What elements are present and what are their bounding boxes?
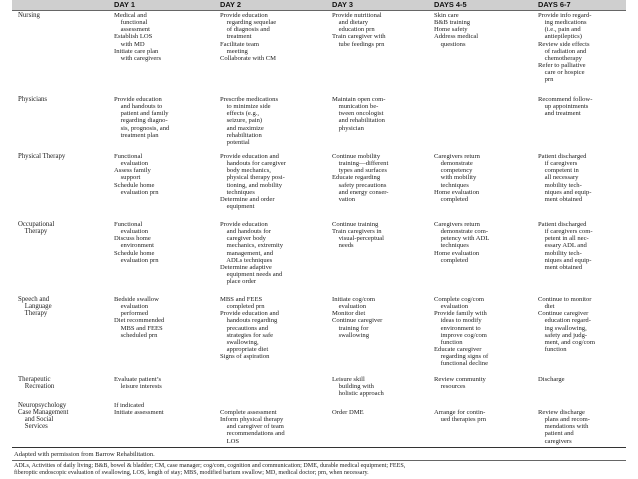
footnote-rule bbox=[12, 460, 626, 461]
cell-physicians-day-1: Provide education and handouts to patient and family regarding diagno- sis, prognosis, and treatment plan bbox=[114, 96, 170, 139]
cell-physicians-day-2: Prescribe medications to minimize side effects (e.g., seizure, pain) and maximize rehabilitation potential bbox=[220, 96, 279, 146]
cell-tr-day-3: Leisure skill building with holistic approach bbox=[332, 376, 384, 398]
cell-ot-day-2: Provide education and handouts for caregiver body mechanics, extremity management, and ADLs techniques Determine adaptive equipment needs and place order bbox=[220, 221, 283, 286]
cell-tr-days-6-7: Discharge bbox=[538, 376, 565, 383]
header-day-3: DAY 3 bbox=[332, 0, 353, 9]
cell-nursing-days-4-5: Skin care B&B training Home safety Address medical questions bbox=[434, 12, 479, 48]
cell-slt-day-1: Bedside swallow evaluation performed Diet recommended MBS and FEES scheduled prn bbox=[114, 296, 165, 339]
cell-cm-days-6-7: Review discharge plans and recom- mendations with patient and caregivers bbox=[538, 409, 590, 445]
cell-slt-days-6-7: Continue to monitor diet Continue caregiver education regard- ing swallowing, safety and judg- ment, and cog/com function bbox=[538, 296, 595, 354]
header-day-1: DAY 1 bbox=[114, 0, 135, 9]
cell-ot-days-4-5: Caregivers return demonstrate com- petency with ADL techniques Home evaluation completed bbox=[434, 221, 490, 264]
row-label-physical-therapy: Physical Therapy bbox=[18, 153, 66, 160]
cell-pt-day-1: Functional evaluation Assess family support Schedule home evaluation prn bbox=[114, 153, 159, 196]
cell-cm-day-2: Complete assessment Inform physical therapy and caregiver of team recommendations and LOS bbox=[220, 409, 285, 445]
row-label-neuropsych-case-management: Neuropsychology Case Management and Social Services bbox=[18, 402, 69, 431]
row-label-physicians: Physicians bbox=[18, 96, 48, 103]
cell-tr-day-1: Evaluate patient’s leisure interests bbox=[114, 376, 162, 391]
cell-pt-days-4-5: Caregivers return demonstrate competency with mobility techniques Home evaluation completed bbox=[434, 153, 480, 203]
cell-cm-day-3: Order DME bbox=[332, 409, 364, 416]
cell-physicians-days-6-7: Recommend follow- up appointments and treatment bbox=[538, 96, 593, 118]
row-label-speech-language-therapy: Speech and Language Therapy bbox=[18, 296, 52, 318]
row-label-therapeutic-recreation: Therapeutic Recreation bbox=[18, 376, 55, 391]
cell-nursing-day-2: Provide education regarding sequelae of diagnosis and treatment Facilitate team meeting Collaborate with CM bbox=[220, 12, 277, 62]
cell-nursing-day-1: Medical and functional assessment Establish LOS with MD Initiate care plan with caregivers bbox=[114, 12, 162, 62]
cell-nursing-days-6-7: Provide info regard- ing medications (i.e., pain and antiepileptics) Review side effects of radiation and chemotherapy Refer to palliative care or hospice prn bbox=[538, 12, 592, 84]
header-rule bbox=[12, 10, 626, 11]
cell-pt-day-2: Provide education and handouts for caregiver body mechanics, physical therapy posi- tioning, and mobility techniques Determine and order equipment bbox=[220, 153, 286, 211]
cell-pt-days-6-7: Patient discharged if caregivers competent in all necessary mobility tech- niques and equip- ment obtained bbox=[538, 153, 592, 203]
table-header-bar bbox=[12, 0, 626, 10]
cell-slt-day-3: Initiate cog/com evaluation Monitor diet Continue caregiver training for swallowing bbox=[332, 296, 383, 339]
header-days-6-7: DAYS 6-7 bbox=[538, 0, 571, 9]
cell-pt-day-3: Continue mobility training—different types and surfaces Educate regarding safety precautions and energy conser- vation bbox=[332, 153, 389, 203]
cell-nursing-day-3: Provide nutritional and dietary education prn Train caregiver with tube feedings prn bbox=[332, 12, 386, 48]
header-day-2: DAY 2 bbox=[220, 0, 241, 9]
row-label-occupational-therapy: Occupational Therapy bbox=[18, 221, 55, 236]
cell-cm-day-1: If indicated Initiate assessment bbox=[114, 402, 164, 417]
cell-cm-days-4-5: Arrange for contin- ued therapies prn bbox=[434, 409, 486, 424]
abbreviations-note: ADLs, Activities of daily living; B&B, bowel & bladder; CM, case manager; cog/com, cognition and communication; DME, durable medical equipment; FEES, fiberoptic endoscopic evaluation of swallowing, LOS, length of stay; MBS, modified barium swallow; MD, medical doctor; prn, when necessary. bbox=[14, 463, 406, 476]
cell-physicians-day-3: Maintain open com- munication be- tween oncologist and rehabilitation physician bbox=[332, 96, 386, 132]
table-bottom-rule bbox=[12, 447, 626, 448]
cell-ot-day-3: Continue training Train caregivers in visual-perceptual needs bbox=[332, 221, 384, 250]
cell-slt-day-2: MBS and FEES completed prn Provide education and handouts regarding precautions and strategies for safe swallowing, appropriate diet Signs of aspiration bbox=[220, 296, 279, 361]
source-note: Adapted with permission from Barrow Rehabilitation. bbox=[14, 451, 155, 458]
header-days-4-5: DAYS 4-5 bbox=[434, 0, 467, 9]
row-label-nursing: Nursing bbox=[18, 12, 40, 19]
cell-slt-days-4-5: Complete cog/com evaluation Provide family with ideas to modify environment to improve cog/com function Educate caregiver regarding signs of functional decline bbox=[434, 296, 489, 368]
cell-ot-days-6-7: Patient discharged if caregivers com- petent in all nec- essary ADL and mobility tech- niques and equip- ment obtained bbox=[538, 221, 593, 271]
cell-tr-days-4-5: Review community resources bbox=[434, 376, 486, 391]
cell-ot-day-1: Functional evaluation Discuss home environment Schedule home evaluation prn bbox=[114, 221, 159, 264]
